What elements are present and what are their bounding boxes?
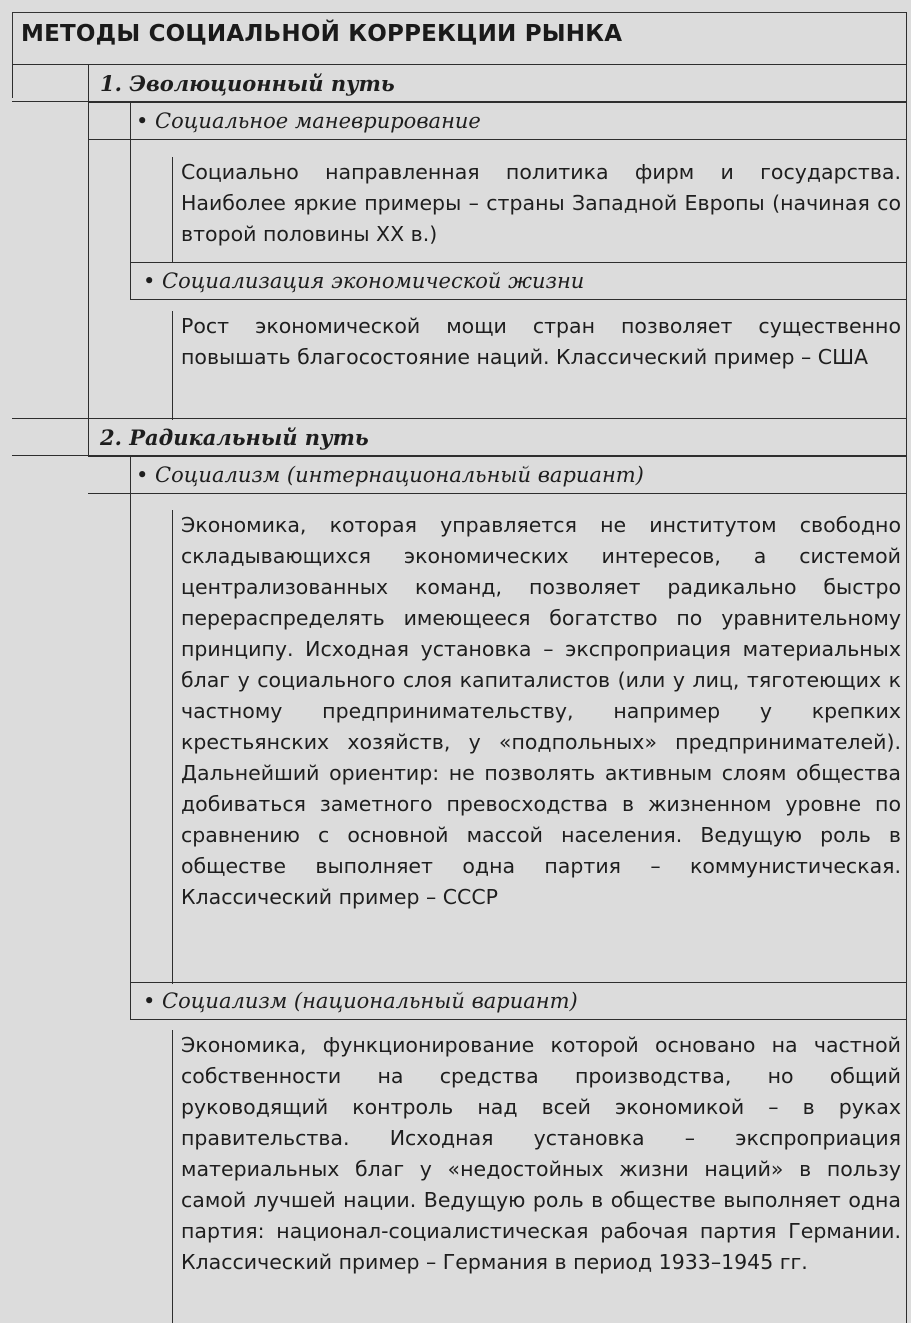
- subsection-text: Рост экономической мощи стран позволяет существенно повышать благосостояние наций. Классический пример – США: [172, 311, 907, 420]
- subsection-text: Экономика, которая управляется не институтом свободно складывающихся экономических интересов, а системой централизованных команд, позволяет радикально быстро перераспределять имеющееся богатство по уравнительному принципу. Исходная установка – экспроприация материальных благ у социального слоя капиталистов (или у лиц, тяготеющих к частному предпринимательству, например у крепких крестьянских хозяйств, у «подпольных» предпринимателей). Дальнейший ориентир: не позволять активным слоям общества добиваться заметного превосходства в жизненном уровне по сравнению с основной массой населения. Ведущую роль в обществе выполняет одна партия – коммунистическая. Классический пример – СССР: [172, 510, 907, 984]
- tree-line: [88, 98, 89, 420]
- subsection-heading: • Социализация экономической жизни: [143, 269, 585, 293]
- tree-line: [130, 102, 131, 140]
- section-heading: 1. Эволюционный путь: [100, 71, 395, 96]
- tree-line: [130, 456, 131, 994]
- subsection-heading: • Социализм (национальный вариант): [143, 989, 578, 1013]
- subsection-row: [88, 456, 907, 494]
- tree-line: [88, 418, 89, 456]
- subsection-heading: • Социальное маневрирование: [136, 109, 481, 133]
- section-row: [12, 64, 907, 102]
- section-heading: 2. Радикальный путь: [100, 425, 369, 450]
- table-right-border: [906, 12, 907, 1323]
- subsection-text: Социально направленная политика фирм и государства. Наиболее яркие примеры – страны Западной Европы (начиная со второй половины XX в.): [172, 157, 907, 262]
- table-title-row: [12, 12, 907, 64]
- subsection-row: [130, 982, 907, 1020]
- section-row: [12, 418, 907, 456]
- subsection-text: Экономика, функционирование которой основано на частной собственности на средства производства, но общий руководящий контроль над всей экономикой – в руках правительства. Исходная установка – экспроприация материальных благ у «недостойных жизни наций» в пользу самой лучшей нации. Ведущую роль в обществе выполняет одна партия: национал-социалистическая рабочая партия Германии. Классический пример – Германия в период 1933–1945 гг.: [172, 1030, 907, 1323]
- tree-line: [88, 64, 89, 102]
- table-title: МЕТОДЫ СОЦИАЛЬНОЙ КОРРЕКЦИИ РЫНКА: [21, 21, 623, 47]
- subsection-row: [130, 262, 907, 300]
- tree-line: [130, 136, 131, 266]
- subsection-heading: • Социализм (интернациональный вариант): [136, 463, 644, 487]
- subsection-row: [88, 102, 907, 140]
